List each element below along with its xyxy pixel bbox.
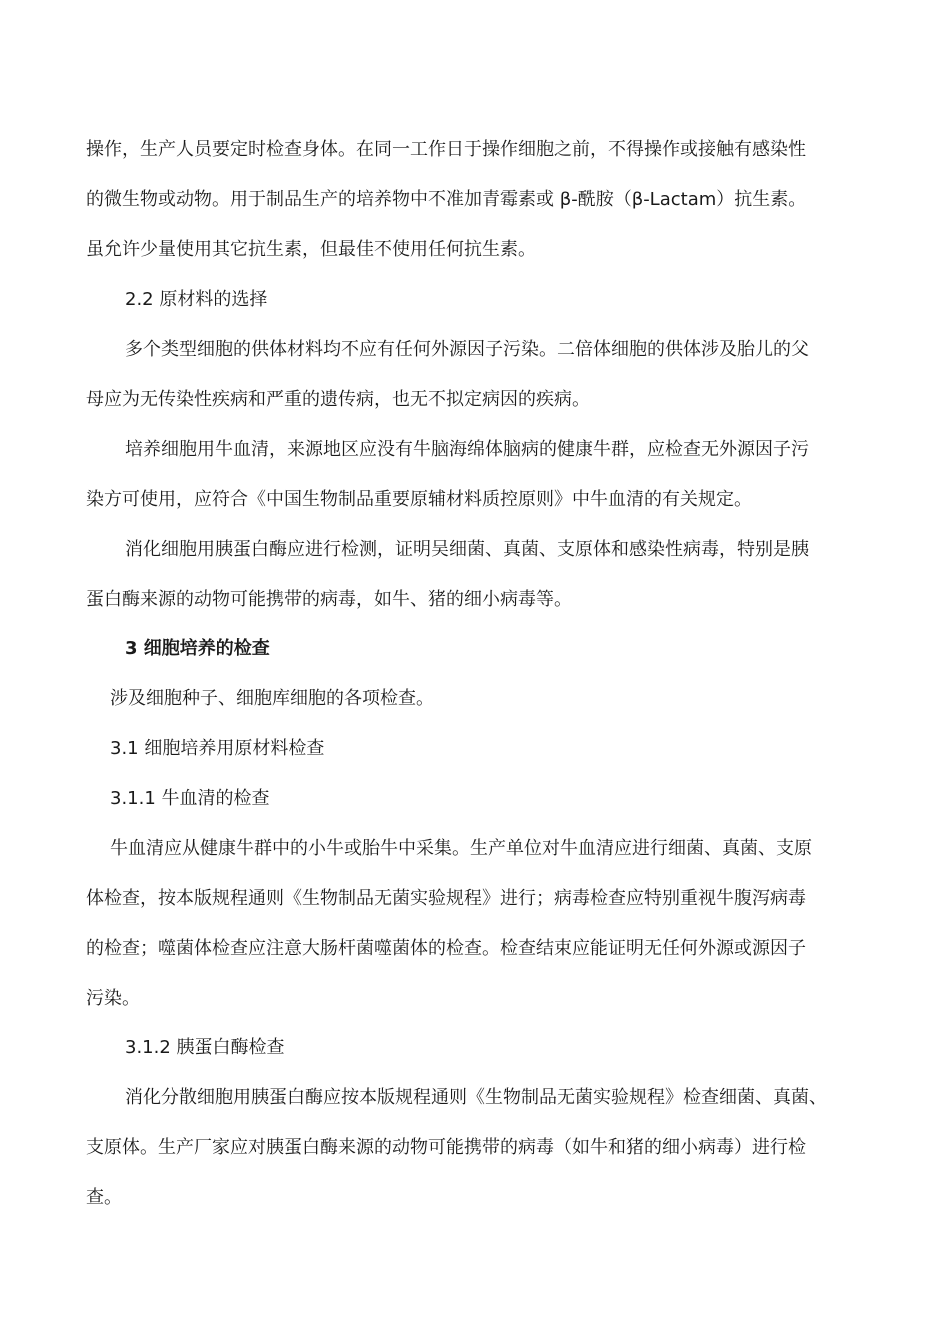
paragraph-line: 消化分散细胞用胰蛋白酶应按本版规程通则《生物制品无菌实验规程》检查细菌、真菌、 <box>125 1087 827 1108</box>
paragraph-line: 多个类型细胞的供体材料均不应有任何外源因子污染。二倍体细胞的供体涉及胎儿的父 <box>125 339 809 360</box>
paragraph-line: 的微生物或动物。用于制品生产的培养物中不准加青霉素或 β-酰胺（β-Lactam）抗生素。 <box>86 189 807 210</box>
paragraph-line: 消化细胞用胰蛋白酶应进行检测，证明吴细菌、真菌、支原体和感染性病毒，特别是胰 <box>125 539 809 560</box>
paragraph-line: 涉及细胞种子、细胞库细胞的各项检查。 <box>110 688 434 709</box>
section-heading-3-1: 3.1 细胞培养用原材料检查 <box>110 738 325 759</box>
paragraph-line: 染方可使用，应符合《中国生物制品重要原辅材料质控原则》中牛血清的有关规定。 <box>86 489 752 510</box>
section-heading-3-1-2: 3.1.2 胰蛋白酶检查 <box>125 1037 285 1058</box>
paragraph-line: 操作，生产人员要定时检查身体。在同一工作日于操作细胞之前，不得操作或接触有感染性 <box>86 139 806 160</box>
section-heading-3-1-1: 3.1.1 牛血清的检查 <box>110 788 270 809</box>
paragraph-line: 牛血清应从健康牛群中的小牛或胎牛中采集。生产单位对牛血清应进行细菌、真菌、支原 <box>110 838 812 859</box>
paragraph-line: 查。 <box>86 1187 122 1208</box>
paragraph-line: 母应为无传染性疾病和严重的遗传病，也无不拟定病因的疾病。 <box>86 389 590 410</box>
paragraph-line: 蛋白酶来源的动物可能携带的病毒，如牛、猪的细小病毒等。 <box>86 589 572 610</box>
paragraph-line: 的检查；噬菌体检查应注意大肠杆菌噬菌体的检查。检查结束应能证明无任何外源或源因子 <box>86 938 806 959</box>
paragraph-line: 体检查，按本版规程通则《生物制品无菌实验规程》进行；病毒检查应特别重视牛腹泻病毒 <box>86 888 806 909</box>
paragraph-line: 污染。 <box>86 988 140 1009</box>
section-heading-3: 3 细胞培养的检查 <box>125 638 270 659</box>
paragraph-line: 虽允许少量使用其它抗生素，但最佳不使用任何抗生素。 <box>86 239 536 260</box>
paragraph-line: 培养细胞用牛血清，来源地区应没有牛脑海绵体脑病的健康牛群，应检查无外源因子污 <box>125 439 809 460</box>
paragraph-line: 支原体。生产厂家应对胰蛋白酶来源的动物可能携带的病毒（如牛和猪的细小病毒）进行检 <box>86 1137 806 1158</box>
section-heading-2-2: 2.2 原材料的选择 <box>125 289 268 310</box>
